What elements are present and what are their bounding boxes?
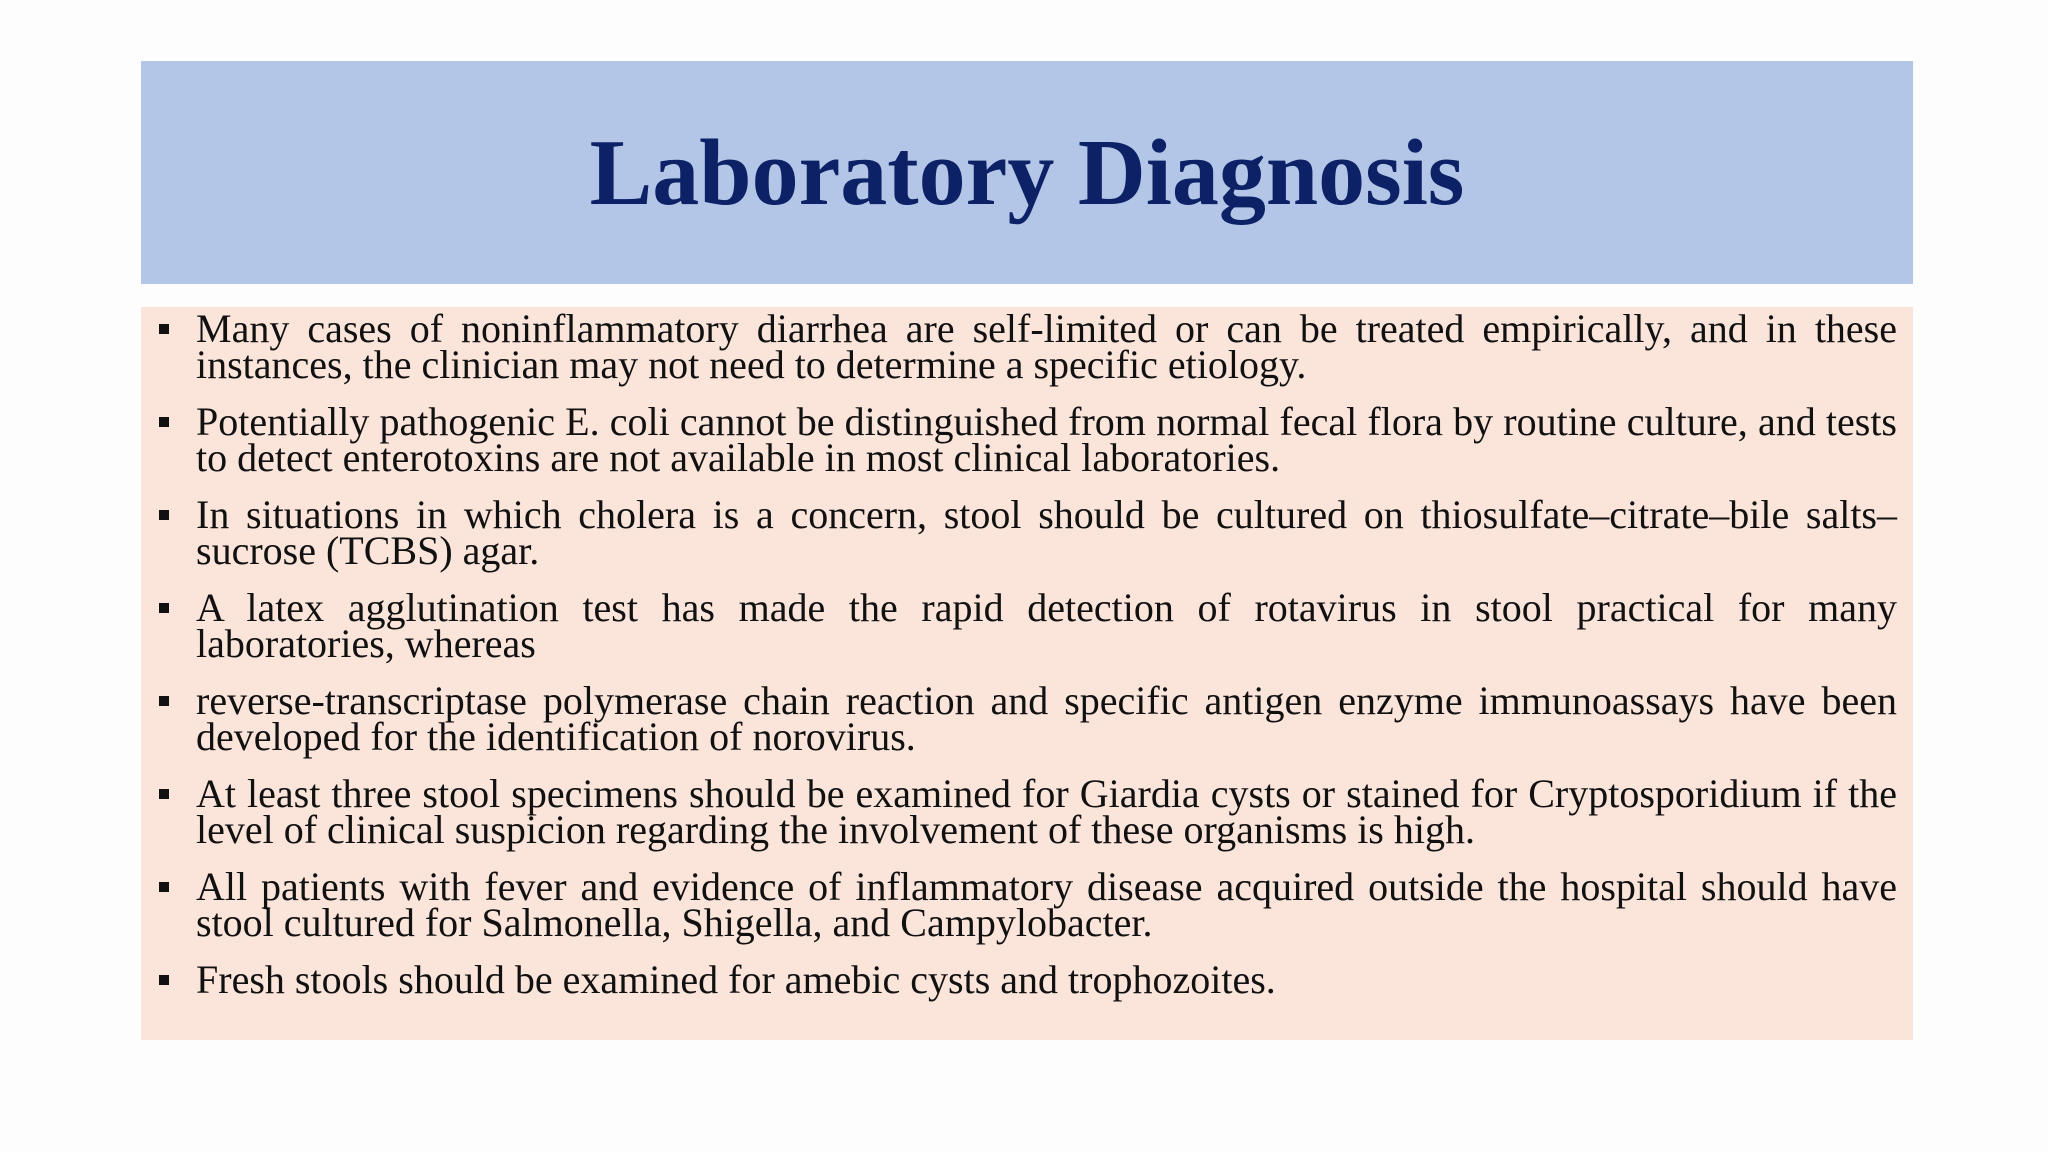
square-bullet-icon — [159, 324, 169, 334]
bullet-item — [159, 957, 1897, 1002]
content-box — [141, 307, 1913, 1040]
bullet-item — [159, 492, 1897, 573]
bullet-item — [159, 864, 1897, 945]
bullet-item — [159, 585, 1897, 666]
bullet-text: Many cases of noninflammatory diarrhea are self-limited or can be treated empirically, and in these instances, the clinician may not need to determine a specific etiology. — [196, 306, 1897, 387]
square-bullet-icon — [159, 417, 169, 427]
bullet-list — [159, 306, 1897, 1019]
bullet-item — [159, 306, 1897, 387]
bullet-text: Fresh stools should be examined for amebic cysts and trophozoites. — [196, 957, 1276, 1002]
square-bullet-icon — [159, 882, 169, 892]
bullet-item — [159, 771, 1897, 852]
square-bullet-icon — [159, 789, 169, 799]
bullet-text: A latex agglutination test has made the rapid detection of rotavirus in stool practical for many laboratories, whereas — [196, 585, 1897, 666]
bullet-item — [159, 399, 1897, 480]
bullet-text: At least three stool specimens should be examined for Giardia cysts or stained for Cryptosporidium if the level of clinical suspicion regarding the involvement of these organisms is high. — [196, 771, 1897, 852]
square-bullet-icon — [159, 510, 169, 520]
square-bullet-icon — [159, 603, 169, 613]
square-bullet-icon — [159, 975, 169, 985]
bullet-item — [159, 678, 1897, 759]
square-bullet-icon — [159, 696, 169, 706]
bullet-text: All patients with fever and evidence of inflammatory disease acquired outside the hospital should have stool cultured for Salmonella, Shigella, and Campylobacter. — [196, 864, 1897, 945]
bullet-text: In situations in which cholera is a concern, stool should be cultured on thiosulfate–citrate–bile salts–sucrose (TCBS) agar. — [196, 492, 1897, 573]
bullet-text: reverse-transcriptase polymerase chain reaction and specific antigen enzyme immunoassays have been developed for the identification of norovirus. — [196, 678, 1897, 759]
slide-title: Laboratory Diagnosis — [589, 120, 1465, 225]
bullet-text: Potentially pathogenic E. coli cannot be distinguished from normal fecal flora by routine culture, and tests to detect enterotoxins are not available in most clinical laboratories. — [196, 399, 1897, 480]
title-band — [141, 61, 1913, 284]
